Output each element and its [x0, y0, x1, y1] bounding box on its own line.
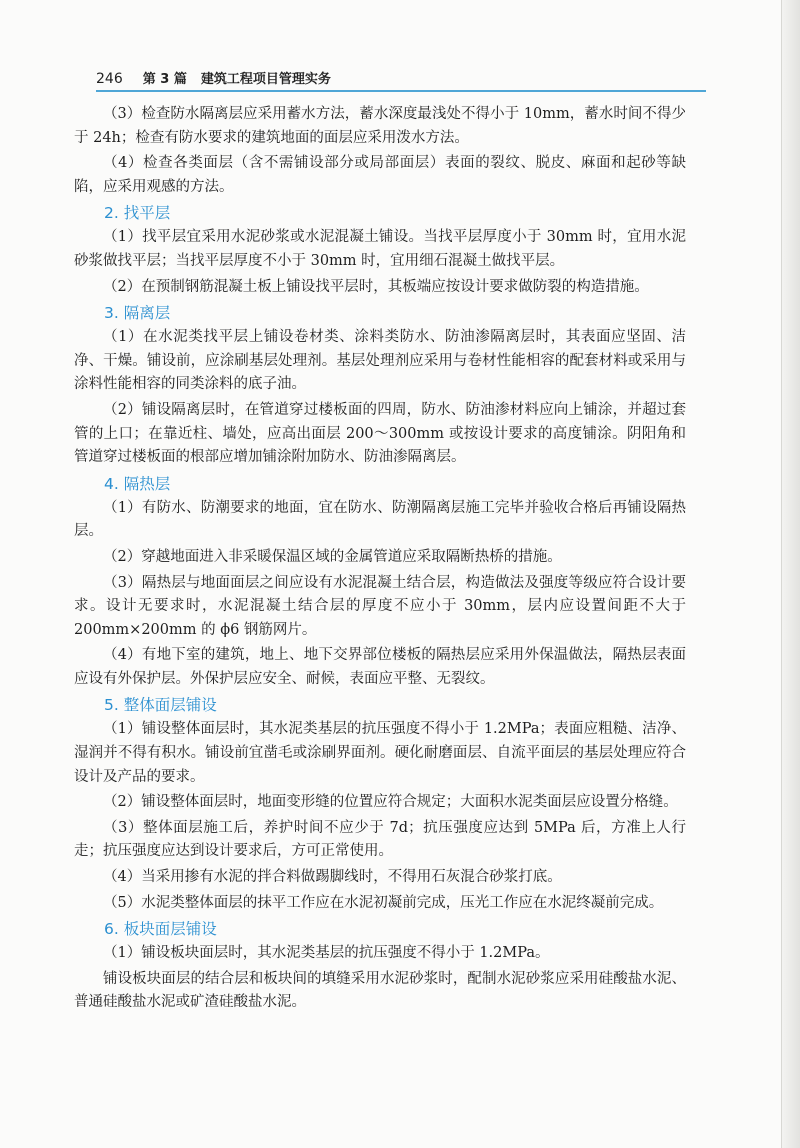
paragraph: （4）有地下室的建筑，地上、地下交界部位楼板的隔热层应采用外保温做法，隔热层表面应设有外保护层。外保护层应安全、耐候，表面应平整、无裂纹。 — [74, 647, 686, 687]
paragraph: （4）检查各类面层（含不需铺设部分或局部面层）表面的裂纹、脱皮、麻面和起砂等缺陷，应采用观感的方法。 — [74, 155, 686, 195]
paragraph: （1）铺设整体面层时，其水泥类基层的抗压强度不得小于 1.2MPa；表面应粗糙、洁净、湿润并不得有积水。铺设前宜凿毛或涂刷界面剂。硬化耐磨面层、自流平面层的基层处理应符合设计及产品的要求。 — [74, 721, 686, 785]
paragraph: （3）隔热层与地面面层之间应设有水泥混凝土结合层，构造做法及强度等级应符合设计要求。设计无要求时，水泥混凝土结合层的厚度不应小于 30mm，层内应设置间距不大于 200mm×200mm 的 ϕ6 钢筋网片。 — [74, 574, 686, 638]
paragraph: （1）有防水、防潮要求的地面，宜在防水、防潮隔离层施工完毕并验收合格后再铺设隔热层。 — [74, 499, 686, 540]
header-rule — [96, 90, 706, 92]
paragraph: （3）检查防水隔离层应采用蓄水方法，蓄水深度最浅处不得小于 10mm，蓄水时间不得少于 24h；检查有防水要求的建筑地面的面层应采用泼水方法。 — [74, 106, 686, 146]
paragraph: （2）在预制钢筋混凝土板上铺设找平层时，其板端应按设计要求做防裂的构造措施。 — [103, 278, 649, 295]
paragraph: （2）铺设隔离层时，在管道穿过楼板面的四周，防水、防油渗材料应向上铺涂，并超过套管的上口；在靠近柱、墙处，应高出面层 200～300mm 或按设计要求的高度铺涂。阴阳角和管道穿过楼板面的根部应增加铺涂附加防水、防油渗隔离层。 — [74, 401, 686, 466]
section-heading: 6. 板块面层铺设 — [104, 920, 217, 939]
paragraph: （1）铺设板块面层时，其水泥类基层的抗压强度不得小于 1.2MPa。 — [103, 945, 550, 962]
paragraph: 铺设板块面层的结合层和板块间的填缝采用水泥砂浆时，配制水泥砂浆应采用硅酸盐水泥、普通硅酸盐水泥或矿渣硅酸盐水泥。 — [74, 970, 686, 1011]
paragraph: （5）水泥类整体面层的抹平工作应在水泥初凝前完成，压光工作应在水泥终凝前完成。 — [103, 894, 664, 911]
section-heading: 5. 整体面层铺设 — [104, 696, 217, 715]
paragraph: （3）整体面层施工后，养护时间不应少于 7d；抗压强度应达到 5MPa 后，方准上人行走；抗压强度应达到设计要求后，方可正常使用。 — [74, 819, 686, 860]
section-heading: 4. 隔热层 — [104, 474, 171, 493]
paragraph: （1）在水泥类找平层上铺设卷材类、涂料类防水、防油渗隔离层时，其表面应坚固、洁净、干燥。铺设前，应涂刷基层处理剂。基层处理剂应采用与卷材性能相容的配套材料或采用与涂料性能相容的同类涂料的底子油。 — [74, 329, 686, 393]
page-body — [74, 103, 686, 1017]
paragraph: （2）铺设整体面层时，地面变形缝的位置应符合规定；大面积水泥类面层应设置分格缝。 — [103, 794, 678, 811]
part-label: 第 3 篇 — [142, 72, 187, 87]
page-number: 246 — [96, 71, 123, 87]
paragraph: （2）穿越地面进入非采暖保温区域的金属管道应采取隔断热桥的措施。 — [103, 548, 562, 565]
paragraph: （1）找平层宜采用水泥砂浆或水泥混凝土铺设。当找平层厚度小于 30mm 时，宜用水泥砂浆做找平层；当找平层厚度不小于 30mm 时，宜用细石混凝土做找平层。 — [74, 229, 686, 269]
paragraph: （4）当采用掺有水泥的拌合料做踢脚线时，不得用石灰混合砂浆打底。 — [103, 869, 562, 886]
section-heading: 2. 找平层 — [104, 204, 171, 223]
page-edge-line — [781, 0, 782, 1148]
page-edge — [782, 0, 800, 1148]
running-header — [96, 68, 706, 87]
section-heading: 3. 隔离层 — [104, 304, 171, 323]
book-part-title: 建筑工程项目管理实务 — [200, 72, 331, 87]
